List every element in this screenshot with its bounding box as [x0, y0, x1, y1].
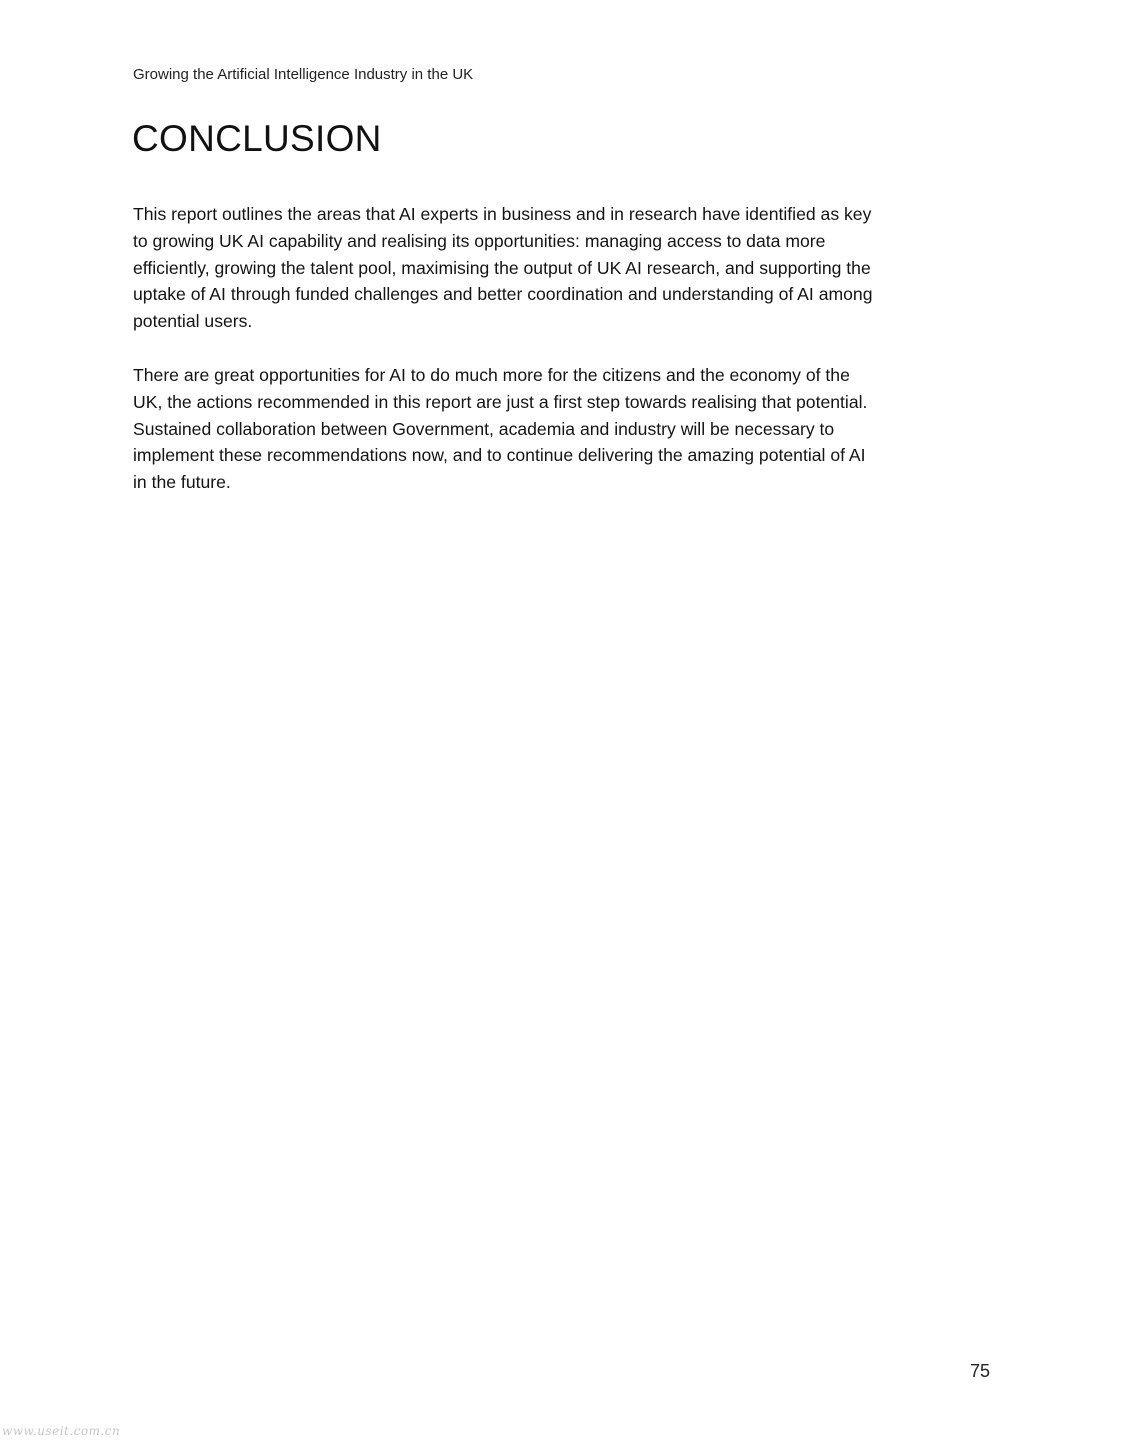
conclusion-paragraph-1 — [133, 201, 1003, 335]
paragraph-line: There are great opportunities for AI to do much more for the citizens and the economy of the — [133, 365, 850, 385]
paragraph-line: Sustained collaboration between Government, academia and industry will be necessary to — [133, 418, 835, 439]
page-number: 75 — [969, 1361, 990, 1381]
paragraph-line: uptake of AI through funded challenges and better coordination and understanding of AI among — [133, 284, 873, 305]
paragraph-line: implement these recommendations now, and to continue delivering the amazing potential of AI — [133, 445, 866, 466]
paragraph-line: in the future. — [133, 472, 231, 493]
paragraph-line: to growing UK AI capability and realising its opportunities: managing access to data more — [133, 230, 826, 251]
paragraph-line: potential users. — [133, 311, 253, 332]
page-title: CONCLUSION — [132, 118, 382, 159]
paragraph-line: This report outlines the areas that AI experts in business and in research have identified as key — [133, 204, 872, 224]
conclusion-paragraph-2 — [133, 362, 1003, 496]
watermark: www.useit.com.cn — [2, 1424, 121, 1438]
running-header: Growing the Artificial Intelligence Industry in the UK — [133, 66, 474, 83]
paragraph-line: efficiently, growing the talent pool, maximising the output of UK AI research, and supporting the — [133, 257, 871, 278]
paragraph-line: UK, the actions recommended in this report are just a first step towards realising that potential. — [133, 391, 868, 412]
